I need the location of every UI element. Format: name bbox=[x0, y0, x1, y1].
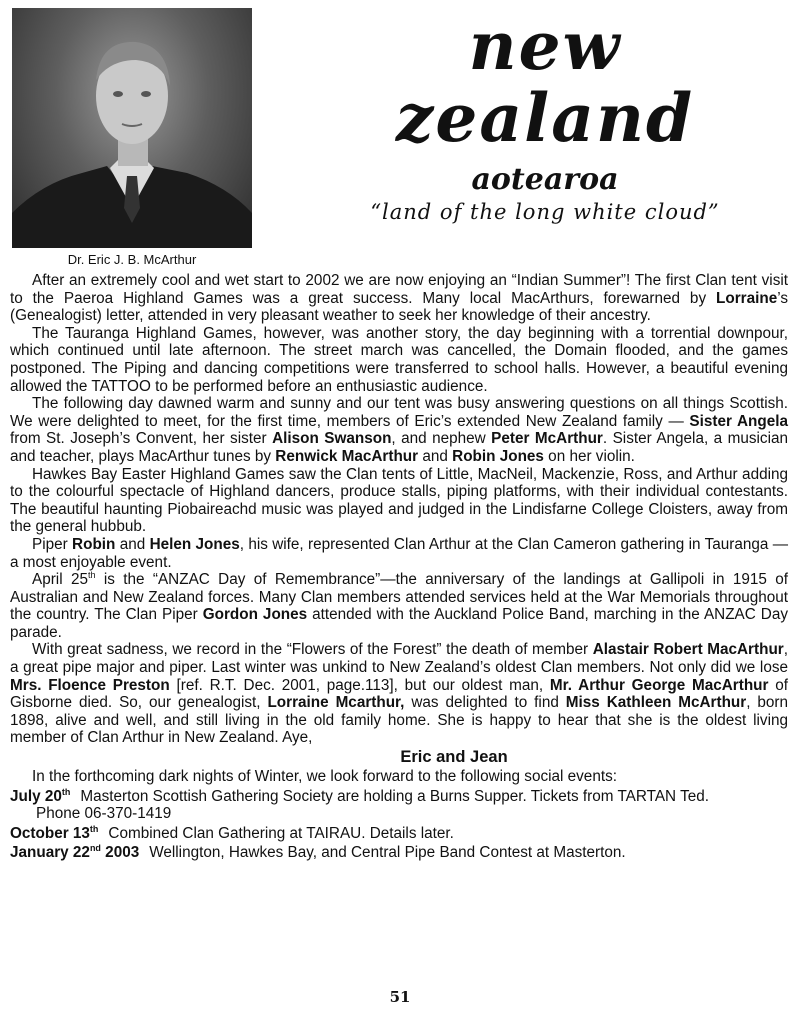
text-run: ’s (Genealogist) letter, attended in very pleasant weather to seek her knowledge of their ancestry. bbox=[10, 289, 788, 325]
text-run: was delighted to find bbox=[404, 694, 566, 712]
bold-name: Lorraine bbox=[716, 289, 778, 307]
event-date: January 22nd 2003 bbox=[10, 843, 140, 862]
bold-name: Miss Kathleen McArthur bbox=[565, 694, 747, 712]
text-run: from St. Joseph’s Convent, her sister bbox=[10, 430, 273, 448]
text-run: . Sister Angela, a musician and teacher, plays MacArthur tunes by bbox=[10, 430, 788, 465]
bold-name: Helen Jones bbox=[149, 535, 240, 553]
bold-name: Renwick MacArthur bbox=[275, 447, 419, 465]
text-run: on her violin. bbox=[543, 447, 635, 465]
text-run: and bbox=[115, 535, 150, 553]
text-run: , a great pipe major and piper. Last winter was unkind to New Zealand’s oldest Clan members. Not only did we lose bbox=[10, 641, 788, 677]
text-run: , his wife, represented Clan Arthur at the Clan Cameron gathering in Tauranga — a most enjoyable event. bbox=[10, 535, 788, 571]
portrait-photo bbox=[12, 8, 252, 248]
title-line-2: zealand bbox=[395, 79, 695, 157]
bold-name: Mr. Arthur George MacArthur bbox=[549, 676, 769, 694]
event-continuation: Phone 06-370-1419 bbox=[36, 805, 172, 823]
event-item bbox=[10, 788, 788, 823]
article-body bbox=[10, 272, 788, 862]
paragraph bbox=[10, 325, 788, 395]
event-date: July 20th bbox=[10, 786, 71, 805]
text-run: The Tauranga Highland Games, however, was another story, the day beginning with a torrential downpour, which continued until late afternoon. The street march was cancelled, the Domain flooded, and the games postponed. The Piping and dancing competitions were transferred to school halls. However, a beautiful evening allowed the TATTOO to be performed before an enthusiastic audience. bbox=[10, 324, 788, 395]
bold-name: Robin bbox=[72, 535, 116, 553]
page-number: 51 bbox=[389, 988, 411, 1006]
paragraph bbox=[10, 536, 788, 571]
portrait-figure bbox=[12, 8, 252, 248]
bold-name: Peter McArthur bbox=[491, 430, 603, 448]
event-text: Masterton Scottish Gathering Society are holding a Burns Supper. Tickets from TARTAN Ted. bbox=[80, 787, 709, 805]
event-text: Wellington, Hawkes Bay, and Central Pipe Band Contest at Masterton. bbox=[149, 844, 626, 862]
text-run: With great sadness, we record in the “Flowers of the Forest” the death of member bbox=[32, 641, 593, 659]
text-run: Piper bbox=[32, 535, 73, 553]
paragraph bbox=[10, 571, 788, 641]
bold-name: Gordon Jones bbox=[202, 606, 308, 624]
text-run: , and nephew bbox=[391, 430, 492, 448]
bold-name: Sister Angela bbox=[689, 412, 788, 430]
bold-name: Lorraine Mcarthur, bbox=[267, 694, 405, 712]
bold-name: Alastair Robert MacArthur bbox=[592, 641, 784, 659]
signoff: Eric and Jean bbox=[400, 748, 508, 767]
events-intro: In the forthcoming dark nights of Winter, we look forward to the following social events: bbox=[32, 768, 617, 786]
event-text: Combined Clan Gathering at TAIRAU. Details later. bbox=[108, 824, 454, 842]
text-run: After an extremely cool and wet start to 2002 we are now enjoying an “Indian Summer”! The first Clan tent visit to the Paeroa Highland Games was a great success. Many local MacArthurs, forewarned by bbox=[10, 272, 788, 307]
title-line-1: new bbox=[468, 7, 622, 85]
event-date: October 13th bbox=[10, 823, 99, 842]
text-run: April 25 bbox=[32, 571, 88, 589]
text-run: is the “ANZAC Day of Remembrance”—the anniversary of the landings at Gallipoli in 1915 of Australian and New Zealand forces. Many Clan members attended services held at the War Memorials throughout the country. The Clan Piper bbox=[10, 571, 788, 624]
text-run: , born 1898, alive and well, and still living in the old family home. She is happy to hear that she is the oldest living member of Clan Arthur in New Zealand. Aye, bbox=[10, 694, 789, 747]
paragraph bbox=[10, 466, 788, 536]
title-block bbox=[300, 7, 790, 226]
text-run: th bbox=[87, 570, 96, 580]
paragraph bbox=[10, 272, 788, 325]
text-run: and bbox=[418, 447, 453, 465]
event-item bbox=[10, 825, 788, 843]
paragraphs bbox=[10, 272, 788, 747]
paragraph bbox=[10, 395, 788, 465]
events-list bbox=[10, 788, 788, 862]
bold-name: Mrs. Floence Preston bbox=[10, 676, 170, 694]
bold-name: Alison Swanson bbox=[272, 430, 392, 448]
paragraph bbox=[10, 641, 788, 747]
tagline: “land of the long white cloud” bbox=[370, 200, 720, 224]
text-run: of Gisborne died. So, our genealogist, bbox=[10, 676, 788, 712]
subtitle: aotearoa bbox=[471, 162, 619, 197]
text-run: Hawkes Bay Easter Highland Games saw the Clan tents of Little, MacNeil, Mackenzie, Ross, and Arthur adding to the colourful spectacle of Highland dancers, produce stalls, piping platforms, with their individual contestants. The beautiful haunting Piobaireachd music was played and judged in the Lindisfarne College Cloisters, away from the general hubbub. bbox=[10, 465, 788, 536]
portrait-caption: Dr. Eric J. B. McArthur bbox=[67, 252, 197, 267]
text-run: The following day dawned warm and sunny and our tent was busy answering questions on all things Scottish. We were delighted to meet, for the first time, members of Eric’s extended New Zealand family — bbox=[10, 395, 788, 430]
bold-name: Robin Jones bbox=[452, 447, 544, 465]
text-run: [ref. R.T. Dec. 2001, page.113], but our oldest man, bbox=[169, 676, 550, 694]
event-item bbox=[10, 844, 788, 862]
text-run: attended with the Auckland Police Band, marching in the ANZAC Day parade. bbox=[10, 606, 788, 641]
